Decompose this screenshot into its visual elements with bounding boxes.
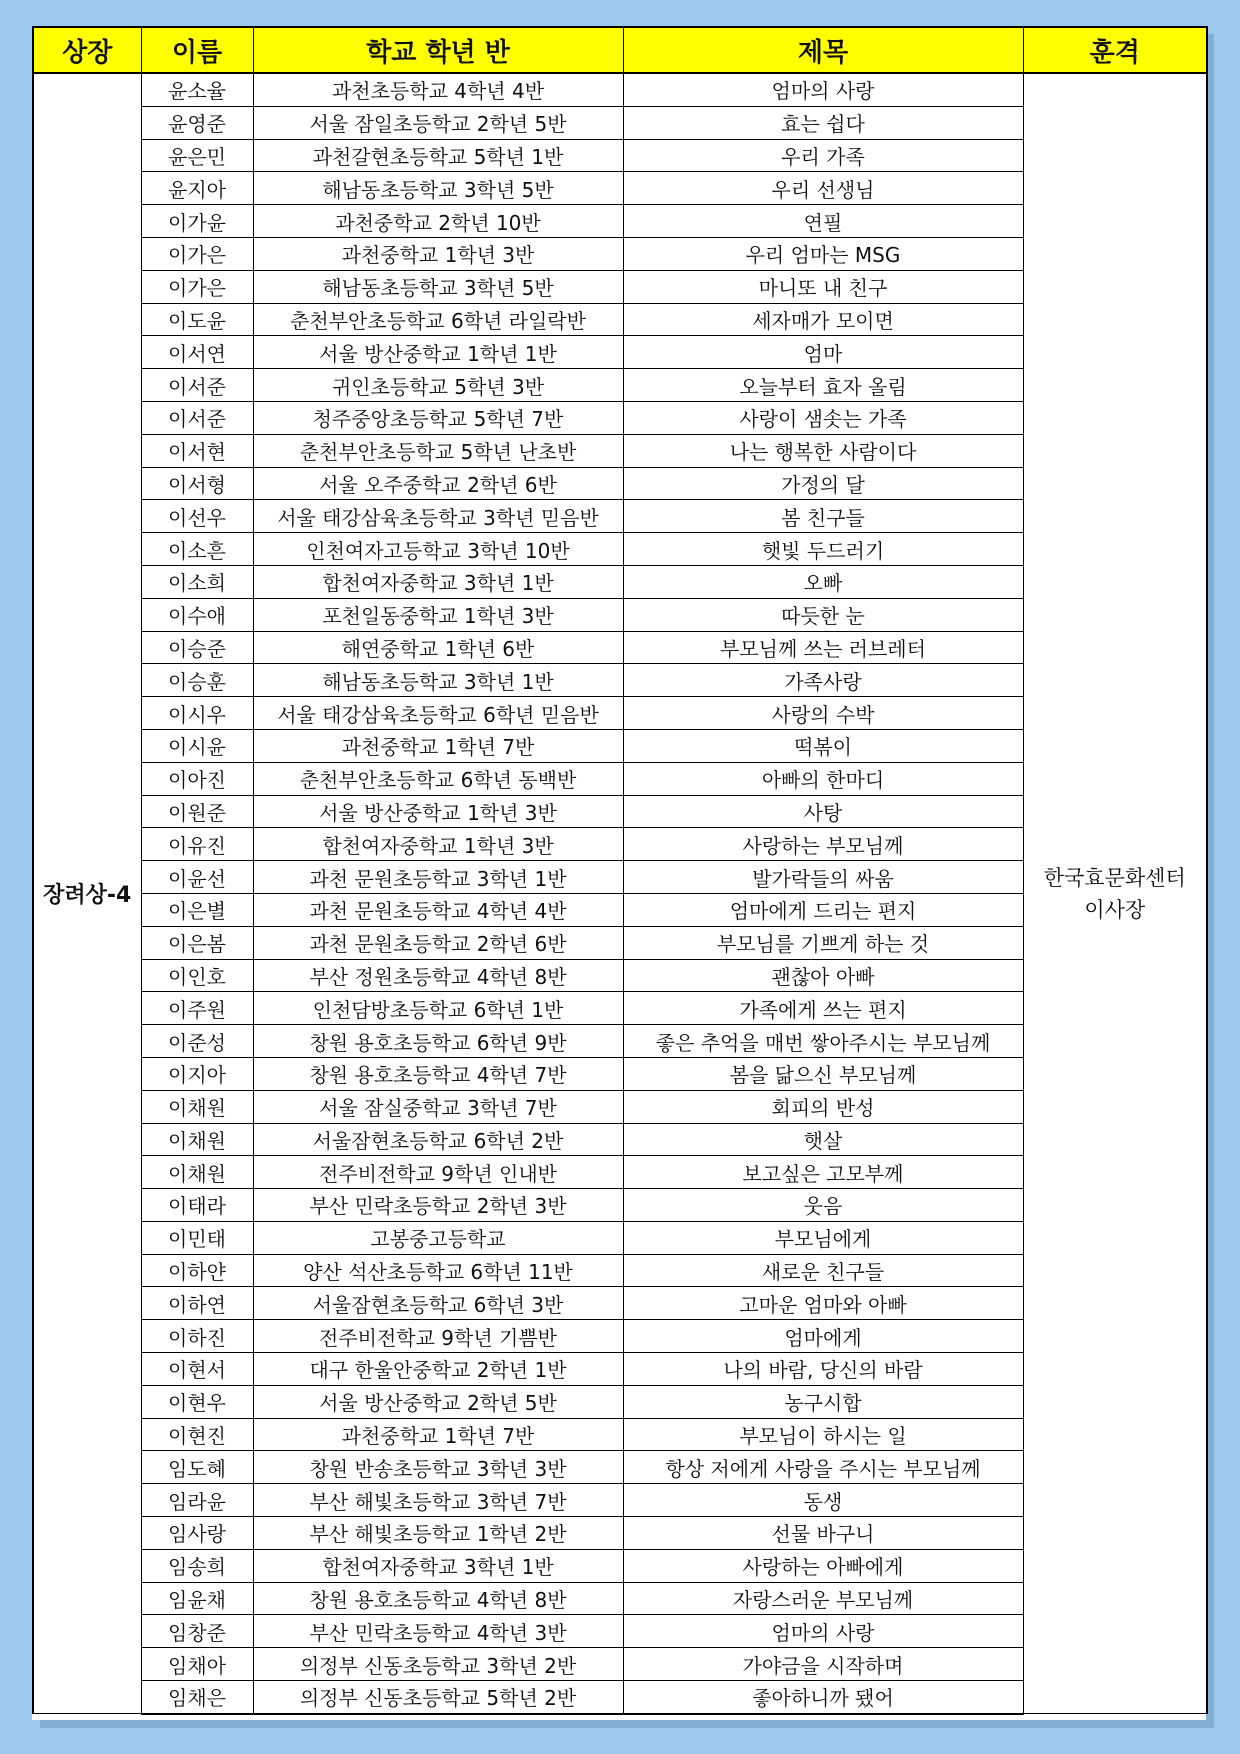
row-school: 과천중학교 1학년 7반 (253, 1418, 623, 1451)
row-school: 과천초등학교 4학년 4반 (253, 73, 623, 106)
presenter-cell (1023, 73, 1207, 1714)
row-name: 이소흔 (141, 533, 253, 566)
row-name: 이서준 (141, 401, 253, 434)
row-name: 이은봄 (141, 926, 253, 959)
row-title: 사랑이 샘솟는 가족 (623, 401, 1023, 434)
row-school: 청주중앙초등학교 5학년 7반 (253, 401, 623, 434)
row-title: 사랑하는 부모님께 (623, 828, 1023, 861)
row-title: 오늘부터 효자 올림 (623, 369, 1023, 402)
row-school: 서울 태강삼육초등학교 3학년 믿음반 (253, 500, 623, 533)
row-title: 발가락들의 싸움 (623, 861, 1023, 894)
row-title: 엄마의 사랑 (623, 1615, 1023, 1648)
row-name: 이시우 (141, 697, 253, 730)
row-title: 부모님를 기쁘게 하는 것 (623, 926, 1023, 959)
document-sheet (32, 26, 1206, 1720)
presenter-line-2: 이사장 (1084, 897, 1146, 922)
row-title: 농구시합 (623, 1385, 1023, 1418)
row-title: 좋아하니까 됐어 (623, 1681, 1023, 1714)
row-school: 부산 정원초등학교 4학년 8반 (253, 959, 623, 992)
row-title: 동생 (623, 1484, 1023, 1517)
row-name: 이가윤 (141, 205, 253, 238)
row-title: 사랑하는 아빠에게 (623, 1549, 1023, 1582)
row-name: 윤소율 (141, 73, 253, 106)
row-school: 창원 용호초등학교 4학년 7반 (253, 1057, 623, 1090)
row-school: 부산 해빛초등학교 3학년 7반 (253, 1484, 623, 1517)
row-school: 과천중학교 1학년 7반 (253, 729, 623, 762)
row-school: 과천중학교 1학년 3반 (253, 237, 623, 270)
row-title: 가정의 달 (623, 467, 1023, 500)
row-school: 합천여자중학교 3학년 1반 (253, 1549, 623, 1582)
header-name: 이름 (141, 27, 253, 73)
row-name: 이하연 (141, 1287, 253, 1320)
row-title: 항상 저에게 사랑을 주시는 부모님께 (623, 1451, 1023, 1484)
row-title: 자랑스러운 부모님께 (623, 1582, 1023, 1615)
row-title: 봄 친구들 (623, 500, 1023, 533)
header-presenter: 훈격 (1023, 27, 1207, 73)
row-name: 이서준 (141, 369, 253, 402)
row-school: 인천여자고등학교 3학년 10반 (253, 533, 623, 566)
row-title: 오빠 (623, 565, 1023, 598)
row-school: 의정부 신동초등학교 3학년 2반 (253, 1648, 623, 1681)
row-school: 고봉중고등학교 (253, 1221, 623, 1254)
row-school: 서울 방산중학교 2학년 5반 (253, 1385, 623, 1418)
row-title: 연필 (623, 205, 1023, 238)
row-name: 임채은 (141, 1681, 253, 1714)
row-title: 고마운 엄마와 아빠 (623, 1287, 1023, 1320)
row-title: 사탕 (623, 795, 1023, 828)
row-school: 창원 반송초등학교 3학년 3반 (253, 1451, 623, 1484)
table-row (33, 73, 1207, 106)
row-school: 해남동초등학교 3학년 1반 (253, 664, 623, 697)
row-title: 엄마에게 (623, 1320, 1023, 1353)
row-name: 이소희 (141, 565, 253, 598)
row-school: 춘천부안초등학교 6학년 라일락반 (253, 303, 623, 336)
row-name: 이유진 (141, 828, 253, 861)
row-school: 전주비전학교 9학년 인내반 (253, 1156, 623, 1189)
row-school: 과천 문원초등학교 2학년 6반 (253, 926, 623, 959)
row-name: 이현우 (141, 1385, 253, 1418)
row-school: 포천일동중학교 1학년 3반 (253, 598, 623, 631)
row-title: 사랑의 수박 (623, 697, 1023, 730)
row-title: 가야금을 시작하며 (623, 1648, 1023, 1681)
row-school: 양산 석산초등학교 6학년 11반 (253, 1254, 623, 1287)
row-title: 웃음 (623, 1189, 1023, 1222)
row-name: 이승준 (141, 631, 253, 664)
table-body (33, 73, 1207, 1714)
row-title: 엄마 (623, 336, 1023, 369)
row-school: 의정부 신동초등학교 5학년 2반 (253, 1681, 623, 1714)
row-school: 과천 문원초등학교 4학년 4반 (253, 893, 623, 926)
row-title: 좋은 추억을 매번 쌓아주시는 부모님께 (623, 1025, 1023, 1058)
row-school: 대구 한울안중학교 2학년 1반 (253, 1353, 623, 1386)
row-title: 선물 바구니 (623, 1517, 1023, 1550)
row-title: 햇살 (623, 1123, 1023, 1156)
row-school: 서울 방산중학교 1학년 3반 (253, 795, 623, 828)
row-school: 춘천부안초등학교 6학년 동백반 (253, 762, 623, 795)
row-school: 합천여자중학교 1학년 3반 (253, 828, 623, 861)
row-name: 이도윤 (141, 303, 253, 336)
row-name: 이현진 (141, 1418, 253, 1451)
row-school: 부산 민락초등학교 4학년 3반 (253, 1615, 623, 1648)
row-title: 떡볶이 (623, 729, 1023, 762)
row-name: 이수애 (141, 598, 253, 631)
row-name: 윤영준 (141, 106, 253, 139)
row-name: 이인호 (141, 959, 253, 992)
row-title: 우리 가족 (623, 139, 1023, 172)
row-name: 이태라 (141, 1189, 253, 1222)
row-title: 효는 쉽다 (623, 106, 1023, 139)
row-name: 임송희 (141, 1549, 253, 1582)
presenter-line-1: 한국효문화센터 (1043, 865, 1186, 890)
row-name: 이채원 (141, 1156, 253, 1189)
row-title: 부모님이 하시는 일 (623, 1418, 1023, 1451)
row-title: 보고싶은 고모부께 (623, 1156, 1023, 1189)
row-title: 새로운 친구들 (623, 1254, 1023, 1287)
row-name: 이지아 (141, 1057, 253, 1090)
row-name: 이서형 (141, 467, 253, 500)
row-title: 나의 바람, 당신의 바람 (623, 1353, 1023, 1386)
row-title: 가족에게 쓰는 편지 (623, 992, 1023, 1025)
row-title: 나는 행복한 사람이다 (623, 434, 1023, 467)
row-title: 세자매가 모이면 (623, 303, 1023, 336)
row-title: 부모님에게 (623, 1221, 1023, 1254)
row-school: 서울 잠일초등학교 2학년 5반 (253, 106, 623, 139)
row-name: 이현서 (141, 1353, 253, 1386)
row-school: 귀인초등학교 5학년 3반 (253, 369, 623, 402)
row-name: 이가은 (141, 270, 253, 303)
row-name: 이서현 (141, 434, 253, 467)
row-school: 서울 태강삼육초등학교 6학년 믿음반 (253, 697, 623, 730)
row-school: 과천갈현초등학교 5학년 1반 (253, 139, 623, 172)
award-table (32, 26, 1208, 1715)
row-title: 엄마의 사랑 (623, 73, 1023, 106)
row-name: 임도혜 (141, 1451, 253, 1484)
row-name: 이가은 (141, 237, 253, 270)
row-school: 해남동초등학교 3학년 5반 (253, 270, 623, 303)
table-header-row (33, 27, 1207, 73)
header-school: 학교 학년 반 (253, 27, 623, 73)
row-title: 우리 엄마는 MSG (623, 237, 1023, 270)
row-title: 따듯한 눈 (623, 598, 1023, 631)
row-school: 창원 용호초등학교 4학년 8반 (253, 1582, 623, 1615)
row-name: 이아진 (141, 762, 253, 795)
row-name: 이시윤 (141, 729, 253, 762)
row-name: 윤은민 (141, 139, 253, 172)
row-school: 춘천부안초등학교 5학년 난초반 (253, 434, 623, 467)
row-title: 괜찮아 아빠 (623, 959, 1023, 992)
row-school: 해연중학교 1학년 6반 (253, 631, 623, 664)
row-school: 과천중학교 2학년 10반 (253, 205, 623, 238)
row-title: 햇빛 두드러기 (623, 533, 1023, 566)
row-name: 이선우 (141, 500, 253, 533)
row-name: 이윤선 (141, 861, 253, 894)
row-title: 봄을 닮으신 부모님께 (623, 1057, 1023, 1090)
row-name: 이준성 (141, 1025, 253, 1058)
row-school: 부산 해빛초등학교 1학년 2반 (253, 1517, 623, 1550)
row-name: 이은별 (141, 893, 253, 926)
row-name: 임사랑 (141, 1517, 253, 1550)
row-name: 임창준 (141, 1615, 253, 1648)
row-title: 마니또 내 친구 (623, 270, 1023, 303)
row-school: 부산 민락초등학교 2학년 3반 (253, 1189, 623, 1222)
row-name: 이채원 (141, 1090, 253, 1123)
row-name: 이주원 (141, 992, 253, 1025)
row-name: 윤지아 (141, 172, 253, 205)
row-name: 이하얀 (141, 1254, 253, 1287)
row-name: 이채원 (141, 1123, 253, 1156)
row-school: 서울잠현초등학교 6학년 3반 (253, 1287, 623, 1320)
row-school: 창원 용호초등학교 6학년 9반 (253, 1025, 623, 1058)
award-cell: 장려상-4 (33, 73, 141, 1714)
row-school: 과천 문원초등학교 3학년 1반 (253, 861, 623, 894)
row-name: 이서연 (141, 336, 253, 369)
row-name: 이승훈 (141, 664, 253, 697)
row-title: 회피의 반성 (623, 1090, 1023, 1123)
row-name: 이민태 (141, 1221, 253, 1254)
header-title: 제목 (623, 27, 1023, 73)
row-school: 합천여자중학교 3학년 1반 (253, 565, 623, 598)
row-title: 엄마에게 드리는 편지 (623, 893, 1023, 926)
row-title: 아빠의 한마디 (623, 762, 1023, 795)
row-school: 서울잠현초등학교 6학년 2반 (253, 1123, 623, 1156)
row-school: 서울 방산중학교 1학년 1반 (253, 336, 623, 369)
row-school: 전주비전학교 9학년 기쁨반 (253, 1320, 623, 1353)
row-school: 인천담방초등학교 6학년 1반 (253, 992, 623, 1025)
row-name: 이원준 (141, 795, 253, 828)
header-award: 상장 (33, 27, 141, 73)
row-school: 해남동초등학교 3학년 5반 (253, 172, 623, 205)
row-name: 임채아 (141, 1648, 253, 1681)
row-title: 우리 선생님 (623, 172, 1023, 205)
row-name: 임라윤 (141, 1484, 253, 1517)
row-title: 부모님께 쓰는 러브레터 (623, 631, 1023, 664)
row-name: 이하진 (141, 1320, 253, 1353)
row-title: 가족사랑 (623, 664, 1023, 697)
row-school: 서울 잠실중학교 3학년 7반 (253, 1090, 623, 1123)
row-name: 임윤채 (141, 1582, 253, 1615)
row-school: 서울 오주중학교 2학년 6반 (253, 467, 623, 500)
